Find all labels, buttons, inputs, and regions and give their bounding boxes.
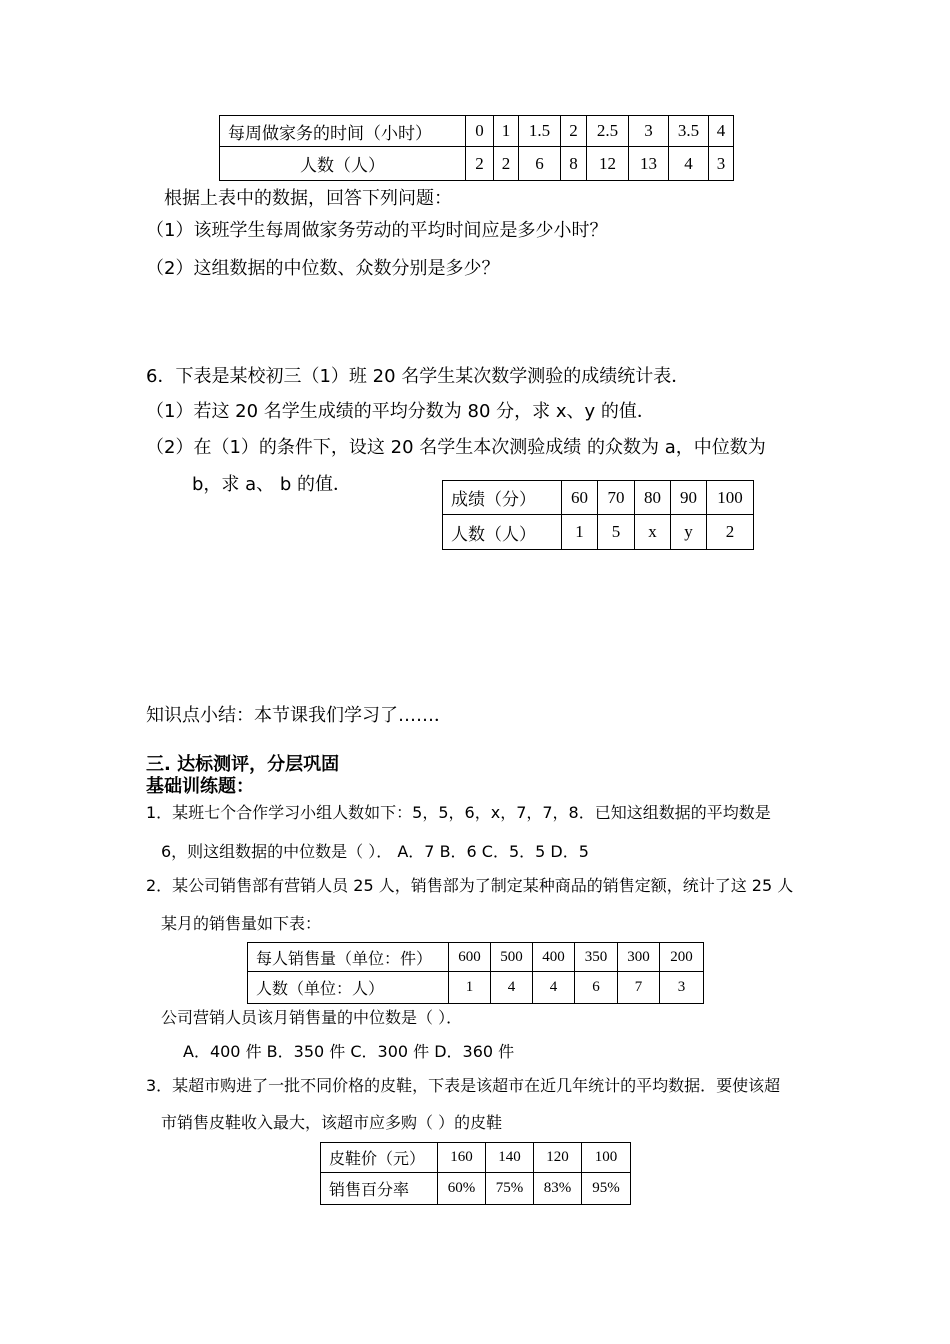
score-value: 70 (598, 481, 635, 515)
chores-hours-value: 4 (709, 116, 734, 147)
chores-count-value: 2 (466, 147, 494, 181)
q6-part1: （1）若这 20 名学生成绩的平均分数为 80 分，求 x、y 的值． (146, 401, 655, 422)
chores-table (219, 115, 734, 181)
shoe-table (320, 1142, 631, 1205)
section-3-subtitle: 基础训练题： (146, 776, 254, 797)
q6-part2: （2）在（1）的条件下，设这 20 名学生本次测验成绩 的众数为 a，中位数为 (146, 437, 766, 458)
b2-line2: 某月的销售量如下表： (161, 914, 322, 933)
sales-table (247, 942, 704, 1004)
sales-people-value: 3 (660, 972, 704, 1004)
shoe-price-value: 120 (534, 1143, 582, 1173)
q6-stem: 6．下表是某校初三（1）班 20 名学生某次数学测验的成绩统计表． (146, 366, 690, 387)
chores-hours-value: 1 (494, 116, 519, 147)
sales-people-value: 6 (575, 972, 618, 1004)
shoe-rate-label: 销售百分率 (321, 1173, 438, 1205)
score-value: 90 (671, 481, 707, 515)
shoe-price-label: 皮鞋价（元） (321, 1143, 438, 1173)
chores-hours-value: 3.5 (669, 116, 709, 147)
score-value: 100 (707, 481, 754, 515)
chores-count-value: 2 (494, 147, 519, 181)
q5-intro: 根据上表中的数据，回答下列问题： (164, 188, 452, 209)
q5-part2: （2）这组数据的中位数、众数分别是多少？ (146, 258, 500, 279)
sales-volume-value: 200 (660, 943, 704, 972)
chores-hours-value: 1.5 (519, 116, 561, 147)
chores-count-label: 人数（人） (220, 147, 466, 181)
scores-table (442, 480, 754, 550)
chores-count-value: 13 (629, 147, 669, 181)
chores-count-value: 3 (709, 147, 734, 181)
chores-hours-value: 2 (561, 116, 587, 147)
chores-hours-value: 2.5 (587, 116, 629, 147)
chores-hours-value: 0 (466, 116, 494, 147)
sales-people-value: 4 (491, 972, 533, 1004)
chores-count-value: 6 (519, 147, 561, 181)
sales-volume-value: 300 (618, 943, 660, 972)
sales-volume-value: 350 (575, 943, 618, 972)
shoe-rate-value: 60% (438, 1173, 486, 1205)
scores-label: 成绩（分） (443, 481, 562, 515)
q5-part1: （1）该班学生每周做家务劳动的平均时间应是多少小时？ (146, 220, 608, 241)
score-count-value: 2 (707, 515, 754, 550)
score-count-value: x (635, 515, 671, 550)
shoe-rate-value: 83% (534, 1173, 582, 1205)
b1-line2: 6，则这组数据的中位数是（ ）． A．7 B．6 C．5．5 D．5 (161, 842, 589, 861)
sales-volume-value: 600 (449, 943, 491, 972)
section-3-title: 三. 达标测评，分层巩固 (146, 754, 340, 775)
shoe-price-value: 160 (438, 1143, 486, 1173)
score-count-value: y (671, 515, 707, 550)
b2-after: 公司营销人员该月销售量的中位数是（ ）． (161, 1008, 463, 1027)
sales-people-value: 4 (533, 972, 575, 1004)
score-value: 60 (562, 481, 598, 515)
chores-hours-label: 每周做家务的时间（小时） (220, 116, 466, 147)
sales-people-value: 1 (449, 972, 491, 1004)
b3-line1: 3．某超市购进了一批不同价格的皮鞋，下表是该超市在近几年统计的平均数据．要使该超 (146, 1076, 781, 1095)
sales-volume-value: 500 (491, 943, 533, 972)
sales-volume-label: 每人销售量（单位：件） (248, 943, 449, 972)
chores-count-value: 8 (561, 147, 587, 181)
chores-hours-value: 3 (629, 116, 669, 147)
sales-people-value: 7 (618, 972, 660, 1004)
score-value: 80 (635, 481, 671, 515)
b1-line1: 1．某班七个合作学习小组人数如下：5，5，6，x，7，7，8．已知这组数据的平均数是 (146, 803, 771, 822)
sales-people-label: 人数（单位：人） (248, 972, 449, 1004)
score-count-value: 5 (598, 515, 635, 550)
knowledge-summary: 知识点小结：本节课我们学习了……． (146, 705, 452, 726)
q6-part2-cont: b，求 a、 b 的值． (192, 474, 352, 495)
sales-volume-value: 400 (533, 943, 575, 972)
scores-count-label: 人数（人） (443, 515, 562, 550)
shoe-rate-value: 95% (582, 1173, 631, 1205)
chores-count-value: 12 (587, 147, 629, 181)
chores-count-value: 4 (669, 147, 709, 181)
b3-line2: 市销售皮鞋收入最大，该超市应多购（ ）的皮鞋 (161, 1113, 503, 1132)
b2-options: A．400 件 B．350 件 C．300 件 D．360 件 (183, 1042, 515, 1061)
shoe-price-value: 100 (582, 1143, 631, 1173)
score-count-value: 1 (562, 515, 598, 550)
shoe-price-value: 140 (486, 1143, 534, 1173)
b2-line1: 2．某公司销售部有营销人员 25 人，销售部为了制定某种商品的销售定额，统计了这 25 人 (146, 876, 794, 895)
shoe-rate-value: 75% (486, 1173, 534, 1205)
